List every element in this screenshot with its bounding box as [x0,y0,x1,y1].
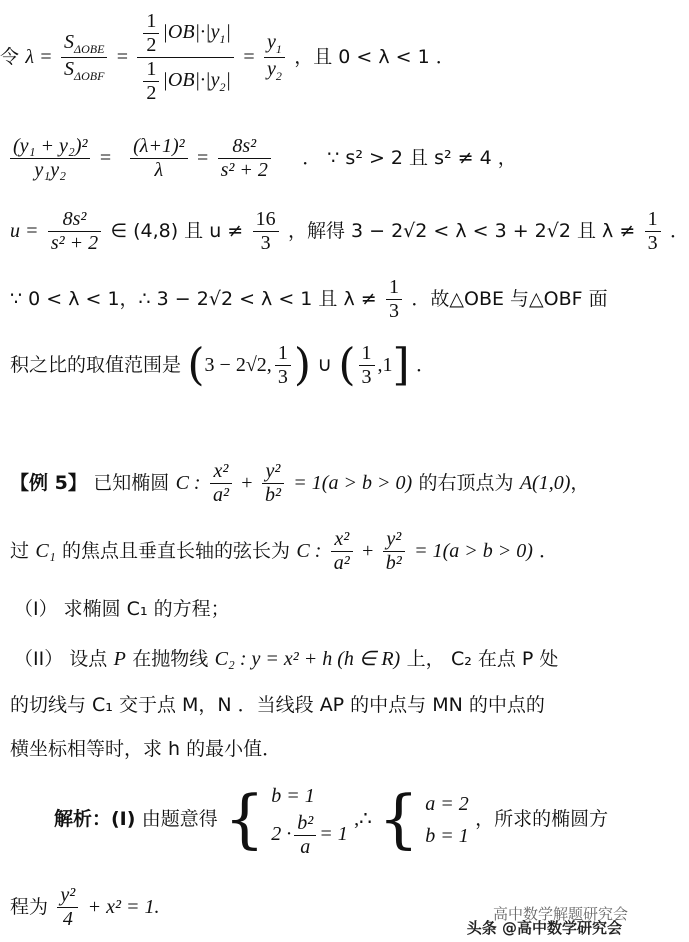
ex5-t1: 已知椭圆 [93,472,170,494]
s-den: S [64,58,75,80]
ob-1: |OB|·|y [162,21,220,44]
line-4 [0,276,640,323]
u-den: s² + 2 [50,232,99,254]
y2-over-4 [57,884,78,931]
frac-1-3-c [275,342,291,389]
l9-t3: 上， [406,648,445,670]
line-9 [0,644,640,671]
half-1-d: 2 [146,34,157,56]
l9-P: P [113,648,126,670]
u-eq: u = [10,220,39,242]
y-num: y [266,31,276,54]
half-1-n: 1 [143,10,159,34]
s2a: 2 · [271,823,292,846]
f1n: 1 [275,342,291,366]
half-2-d: 2 [146,82,157,104]
lhs-frac [10,135,90,182]
ex5-plus: + [241,472,253,494]
mid-frac [130,135,187,182]
rbracket-2: ] [392,339,410,391]
d3a: 3 [647,232,658,254]
line-10: 的切线与 C₁ 交于点 M，N ．当线段 AP 的中点与 MN 的中点的 [10,694,545,716]
watermark-line2: 头条 @高中数学研究会 [466,919,622,937]
l7-t1: 过 [10,540,30,562]
l7-a2: a² [333,552,350,574]
sys1-row2 [271,812,348,859]
s2b: = 1 [319,823,348,846]
lparen-2: ( [338,339,356,391]
r-num: 8s² [218,135,271,159]
l9-t1: （II） 设点 [14,648,108,670]
l9-C2: C₂ : y = x² + h (h ∈ R) [214,648,401,670]
frac-1-3-b [386,276,402,323]
line-1 [0,10,640,105]
l3-end: ． [669,220,689,242]
l7-plus: + [362,540,374,562]
lhs-den: y₁y₂ [34,159,67,181]
l13-tail: + x² = 1. [87,896,160,918]
example-tag: 【例 5】 [10,472,87,494]
b2-over-a [294,812,316,859]
mid-num: (λ+1)² [130,135,187,159]
l7-t2: 的焦点且垂直长轴的弦长为 [62,540,291,562]
l7-y-frac [383,528,405,575]
f2n: 1 [359,342,375,366]
y-den: y [266,58,276,80]
ex5-cond: = 1(a > b > 0) [293,472,413,494]
eq2: = [116,46,129,68]
line-7 [0,528,640,575]
therefore: ,∴ [354,808,372,830]
f1d: 3 [277,366,288,388]
s2n: b² [294,812,316,836]
half-2 [143,58,159,105]
ex5-C: C : [175,472,201,494]
s-num: S [64,31,75,54]
line-8: （I） 求椭圆 C₁ 的方程； [14,598,230,620]
watermark-line1: 高中数学解题研究会 [492,905,628,923]
area-ratio-frac [61,31,107,84]
l13-yn: y² [57,884,78,908]
ex5-a2: a² [212,484,229,506]
s-top-sub: ΔOBE [74,42,105,57]
l7-y2: y² [383,528,405,552]
sys2-row1: a = 2 [425,792,469,815]
d3b: 3 [389,300,400,322]
ex5-b2: b² [264,484,281,506]
mid-den: λ [154,159,164,181]
rparen-1: ) [293,339,311,391]
example-5-line [0,460,640,507]
l12-t1: 由题意得 [141,808,218,830]
eq-b: = [196,147,209,169]
line-12 [0,780,640,859]
r-den: s² + 2 [220,159,268,181]
system-2 [425,788,469,852]
l12-tail: ，所求的椭圆方 [475,808,609,830]
l7-C: C : [296,540,322,562]
ex5-y-frac [262,460,284,507]
eq-a: = [99,147,117,169]
half-1 [143,10,159,57]
d3: 3 [260,232,271,254]
half-ob-frac: $\frac{1}{2}$ $|OB|\cdot|y_1|$ $\frac{1}{2}$ $|OB|\cdot|y_2|$ [137,10,234,105]
ex5-x-frac [210,460,232,507]
l7-x2: x² [331,528,353,552]
system-1 [271,780,348,859]
l7-end: ． [532,540,558,562]
l4-tail: ．故△OBE 与△OBF 面 [411,288,608,310]
l13-pre: 程为 [10,896,49,918]
ex5-A: A(1,0) [519,472,571,494]
l7-C1: C₁ [35,540,56,562]
interval-1: 3 − 2√2, [204,354,272,376]
lhs-num: (y₁ + y₂)² [10,135,90,159]
frac-1-3-a [645,208,661,255]
union: ∪ [317,354,332,376]
frac-16-3 [253,208,279,255]
l5-pre: 积之比的取值范围是 [10,354,182,376]
lparen-1: ( [187,339,205,391]
solution-label: 解析：(I) [54,808,136,830]
u-in: ∈ (4,8) 且 u ≠ [110,220,244,242]
line-3 [0,208,689,255]
line2-tail: ． ∵ s² > 2 且 s² ≠ 4 ， [302,147,517,169]
y-ratio-frac [264,31,285,84]
l4-text: ∵ 0 < λ < 1，∴ 3 − 2√2 < λ < 1 且 λ ≠ [10,288,377,310]
f2d: 3 [361,366,372,388]
solve-text: ，解得 3 − 2√2 < λ < 3 + 2√2 且 λ ≠ [287,220,636,242]
half-2-n: 1 [143,58,159,82]
l5-end: ． [416,354,436,376]
ex5-end: ， [570,472,590,494]
interval-2: ,1 [377,354,393,376]
eq3: = [243,46,255,68]
l7-b2: b² [385,552,402,574]
brace-2: { [378,782,419,857]
ex5-t2: 的右顶点为 [418,472,514,494]
l7-cond: = 1(a > b > 0) [414,540,533,562]
r-frac [218,135,271,182]
ob-1-sub: 1 [219,32,226,47]
l7-x-frac [331,528,353,575]
l13-yd: 4 [62,908,73,930]
line-5 [0,339,640,391]
line-2 [0,135,640,182]
frac-1-3-d [359,342,375,389]
line1-tail: ，且 0 < λ < 1 ． [294,46,455,68]
s2d: a [300,836,311,858]
ex5-x2: x² [210,460,232,484]
sys1-row1: b = 1 [271,785,315,807]
n1b: 1 [386,276,402,300]
n16: 16 [253,208,279,232]
s-bot-sub: ΔOBF [74,69,105,83]
ling: 令 [0,46,20,68]
lambda: λ [25,46,35,68]
eq1: = [40,46,52,68]
line-11: 横坐标相等时，求 h 的最小值． [10,738,282,760]
l9-t2: 在抛物线 [132,648,209,670]
ex5-y2: y² [262,460,284,484]
l9-t4: C₂ 在点 P 处 [450,648,559,670]
n1a: 1 [645,208,661,232]
sys2-row2: b = 1 [425,824,469,847]
u-frac [48,208,101,255]
u-num: 8s² [48,208,101,232]
y-den-sub: 2 [275,69,282,83]
ob-2-sub: 2 [219,80,226,95]
ob-2: |OB|·|y [162,69,220,92]
y-num-sub: 1 [275,42,282,57]
brace-1: { [224,782,265,857]
